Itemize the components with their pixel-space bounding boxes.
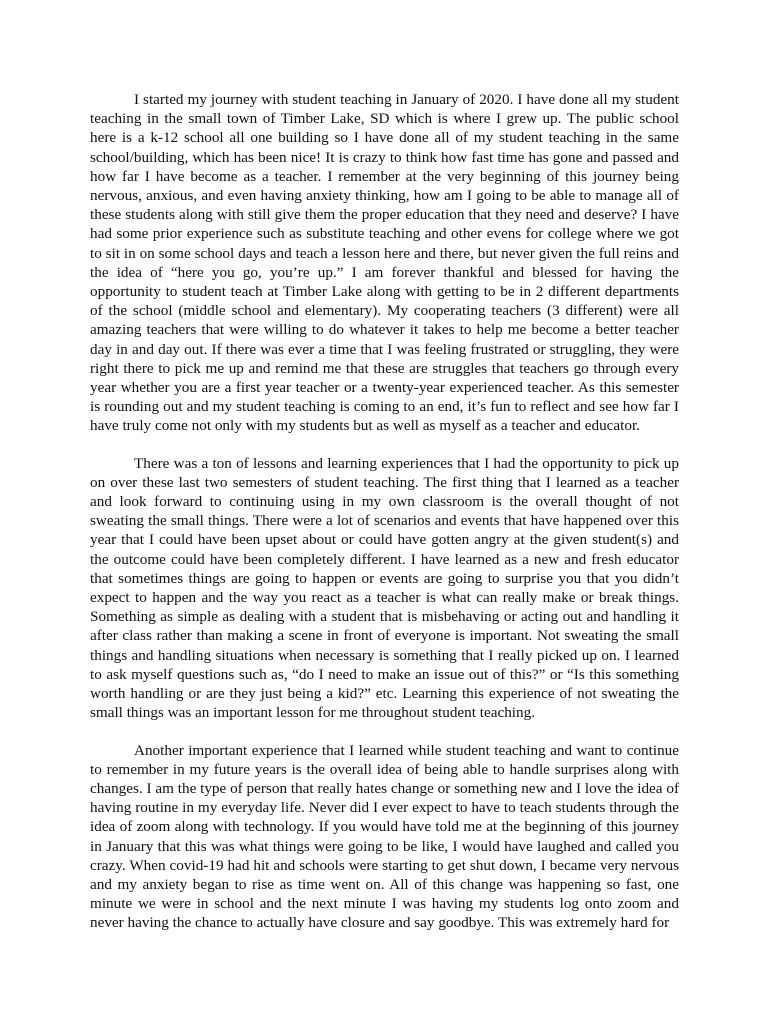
document-body [90,90,679,951]
paragraph-3: Another important experience that I learned while student teaching and want to continue to remember in my future years is the overall idea of being able to handle surprises along with changes. I am the type of person that really hates change or something new and I love the idea of having routine in my everyday life. Never did I ever expect to have to teach students through the idea of zoom along with technology. If you would have told me at the beginning of this journey in January that this was what things were going to be like, I would have laughed and called you crazy. When covid-19 had hit and schools were starting to get shut down, I became very nervous and my anxiety began to rise as time went on. All of this change was happening so fast, one minute we were in school and the next minute I was having my students log onto zoom and never having the chance to actually have closure and say goodbye. This was extremely hard for [90,741,679,932]
paragraph-2: There was a ton of lessons and learning experiences that I had the opportunity to pick up on over these last two semesters of student teaching. The first thing that I learned as a teacher and look forward to continuing using in my own classroom is the overall thought of not sweating the small things. There were a lot of scenarios and events that have happened over this year that I could have been upset about or could have gotten angry at the given student(s) and the outcome could have been completely different. I have learned as a new and fresh educator that sometimes things are going to happen or events are going to surprise you that you didn’t expect to happen and the way you react as a teacher is what can really make or break things. Something as simple as dealing with a student that is misbehaving or acting out and handling it after class rather than making a scene in front of everyone is important. Not sweating the small things and handling situations when necessary is something that I really picked up on. I learned to ask myself questions such as, “do I need to make an issue out of this?” or “Is this something worth handling or are they just being a kid?” etc. Learning this experience of not sweating the small things was an important lesson for me throughout student teaching. [90,454,679,722]
paragraph-1: I started my journey with student teaching in January of 2020. I have done all my student teaching in the small town of Timber Lake, SD which is where I grew up. The public school here is a k-12 school all one building so I have done all of my student teaching in the same school/building, which has been nice! It is crazy to think how fast time has gone and passed and how far I have become as a teacher. I remember at the very beginning of this journey being nervous, anxious, and even having anxiety thinking, how am I going to be able to manage all of these students along with still give them the proper education that they need and deserve? I have had some prior experience such as substitute teaching and other evens for college where we got to sit in on some school days and teach a lesson here and there, but never given the full reins and the idea of “here you go, you’re up.” I am forever thankful and blessed for having the opportunity to student teach at Timber Lake along with getting to be in 2 different departments of the school (middle school and elementary). My cooperating teachers (3 different) were all amazing teachers that were willing to do whatever it takes to help me become a better teacher day in and day out. If there was ever a time that I was feeling frustrated or struggling, they were right there to pick me up and remind me that these are struggles that teachers go through every year whether you are a first year teacher or a twenty-year experienced teacher. As this semester is rounding out and my student teaching is coming to an end, it’s fun to reflect and see how far I have truly come not only with my students but as well as myself as a teacher and educator. [90,91,679,435]
